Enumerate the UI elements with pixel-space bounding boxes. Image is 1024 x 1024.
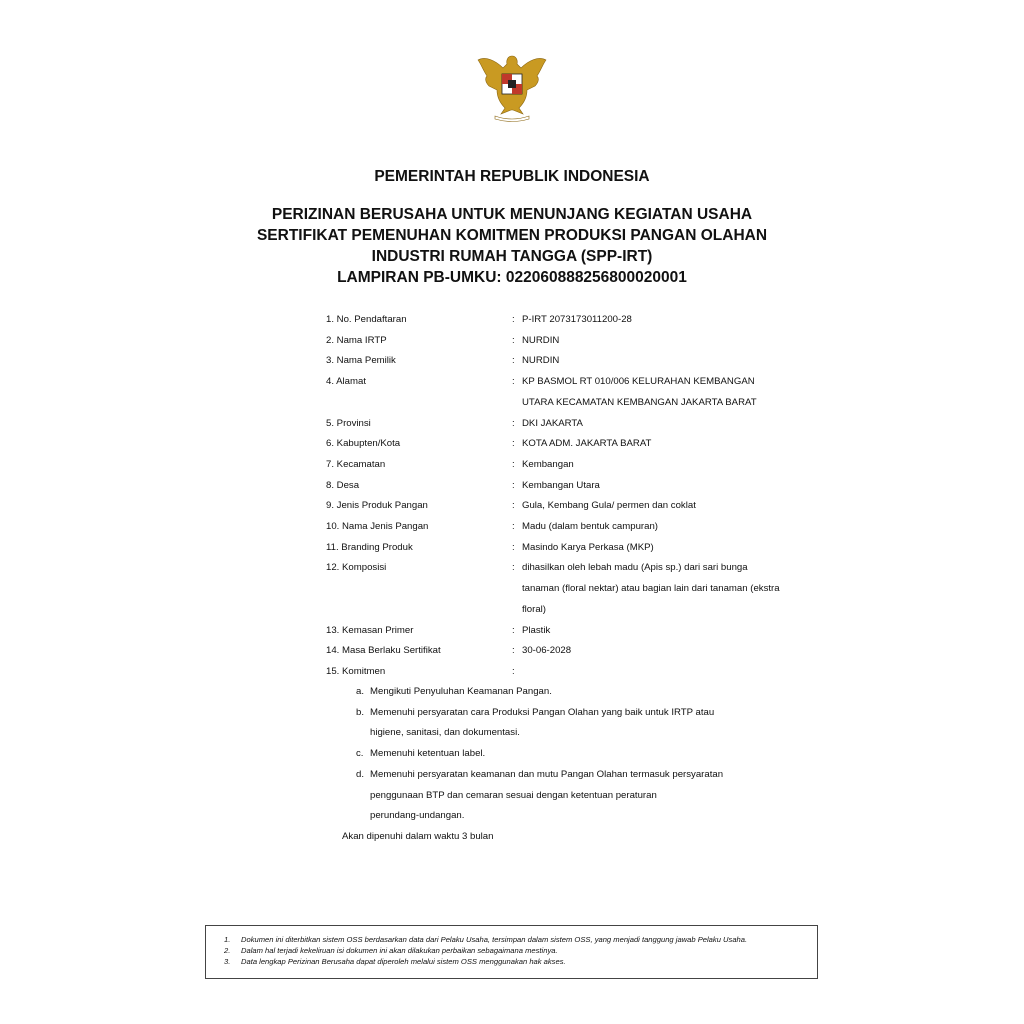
field-label: 15. Komitmen: [326, 665, 386, 677]
field-colon: :: [512, 500, 515, 512]
document-title-line: PERIZINAN BERUSAHA UNTUK MENUNJANG KEGIATAN USAHA: [271, 206, 753, 223]
footer-notes-box: [205, 925, 818, 979]
footer-note: [224, 946, 558, 955]
field-colon: :: [512, 355, 515, 367]
field-colon: :: [512, 334, 515, 346]
field-label: 12. Komposisi: [326, 562, 387, 574]
commitment-text: Mengikuti Penyuluhan Keamanan Pangan.: [370, 686, 552, 697]
field-label: 14. Masa Berlaku Sertifikat: [326, 645, 441, 657]
government-heading: PEMERINTAH REPUBLIK INDONESIA: [374, 168, 650, 185]
field-label: 3. Nama Pemilik: [326, 355, 396, 367]
field-value: Plastik: [522, 624, 551, 636]
commitment-marker: d.: [356, 768, 365, 780]
field-label: 9. Jenis Produk Pangan: [326, 500, 428, 512]
field-colon: :: [512, 665, 515, 677]
footer-note: [224, 935, 747, 944]
field-value: tanaman (floral nektar) atau bagian lain dari tanaman (ekstra: [522, 583, 780, 595]
commitment-text: perundang-undangan.: [370, 810, 465, 822]
commitment-text: Memenuhi persyaratan keamanan dan mutu Pangan Olahan termasuk persyaratan: [370, 768, 724, 780]
document-title-line: SERTIFIKAT PEMENUHAN KOMITMEN PRODUKSI PANGAN OLAHAN: [256, 227, 768, 244]
field-label: 7. Kecamatan: [326, 458, 386, 470]
commitment-text: higiene, sanitasi, dan dokumentasi.: [370, 727, 520, 739]
field-value: Madu (dalam bentuk campuran): [522, 521, 658, 532]
field-value: floral): [522, 603, 546, 615]
commitment-marker: a.: [356, 686, 365, 697]
field-value: dihasilkan oleh lebah madu (Apis sp.) dari sari bunga: [522, 562, 748, 574]
field-value: KP BASMOL RT 010/006 KELURAHAN KEMBANGAN: [522, 376, 755, 388]
field-value: Masindo Karya Perkasa (MKP): [522, 541, 654, 553]
field-label: 2. Nama IRTP: [326, 334, 387, 346]
commitment-text: Memenuhi ketentuan label.: [370, 748, 486, 760]
field-colon: :: [512, 314, 515, 325]
document-title-line: LAMPIRAN PB-UMKU: 022060888256800020001: [337, 269, 687, 286]
field-label: 13. Kemasan Primer: [326, 624, 414, 636]
field-label: 4. Alamat: [326, 376, 366, 388]
field-colon: :: [512, 521, 515, 532]
commitment-text: Memenuhi persyaratan cara Produksi Pangan Olahan yang baik untuk IRTP atau: [370, 706, 715, 718]
footer-note-text: Dalam hal terjadi kekeliruan isi dokumen ini akan dilakukan perbaikan sebagaimana mestinya.: [241, 946, 558, 955]
field-value: KOTA ADM. JAKARTA BARAT: [522, 438, 652, 450]
footer-note-number: 2.: [224, 946, 231, 955]
field-value: NURDIN: [522, 334, 560, 346]
fulfillment-note: Akan dipenuhi dalam waktu 3 bulan: [342, 831, 494, 842]
field-label: 11. Branding Produk: [326, 541, 413, 553]
field-colon: :: [512, 562, 515, 574]
field-label: 8. Desa: [326, 479, 360, 491]
field-value: UTARA KECAMATAN KEMBANGAN JAKARTA BARAT: [522, 396, 757, 408]
field-colon: :: [512, 624, 515, 636]
footer-note-number: 1.: [224, 935, 231, 944]
field-value: P-IRT 2073173011200-28: [522, 314, 632, 325]
field-colon: :: [512, 541, 515, 553]
field-colon: :: [512, 645, 515, 657]
field-colon: :: [512, 417, 515, 429]
document-title-line: INDUSTRI RUMAH TANGGA (SPP-IRT): [371, 248, 653, 265]
footer-note-text: Dokumen ini diterbitkan sistem OSS berdasarkan data dari Pelaku Usaha, tersimpan dalam sistem OSS, yang menjadi tanggung jawab Pelaku Usaha.: [241, 935, 748, 944]
footer-note: [224, 957, 566, 966]
field-value: DKI JAKARTA: [522, 417, 583, 429]
field-value: NURDIN: [522, 355, 560, 367]
field-value: Kembangan: [522, 458, 574, 470]
commitment-marker: c.: [356, 748, 364, 760]
commitment-marker: b.: [356, 706, 365, 718]
garuda-pancasila-emblem: [475, 50, 549, 122]
field-label: 10. Nama Jenis Pangan: [326, 521, 429, 532]
field-colon: :: [512, 479, 515, 491]
field-value: 30-06-2028: [522, 645, 572, 657]
footer-note-number: 3.: [224, 957, 231, 966]
field-label: 6. Kabupten/Kota: [326, 438, 401, 450]
commitment-text: penggunaan BTP dan cemaran sesuai dengan ketentuan peraturan: [370, 789, 657, 801]
footer-note-text: Data lengkap Perizinan Berusaha dapat diperoleh melalui sistem OSS menggunakan hak akses.: [241, 957, 566, 966]
field-label: 5. Provinsi: [326, 417, 371, 429]
field-colon: :: [512, 376, 515, 388]
field-value: Gula, Kembang Gula/ permen dan coklat: [522, 500, 696, 512]
field-colon: :: [512, 458, 515, 470]
field-colon: :: [512, 438, 515, 450]
field-value: Kembangan Utara: [522, 479, 600, 491]
field-label: 1. No. Pendaftaran: [326, 314, 407, 325]
